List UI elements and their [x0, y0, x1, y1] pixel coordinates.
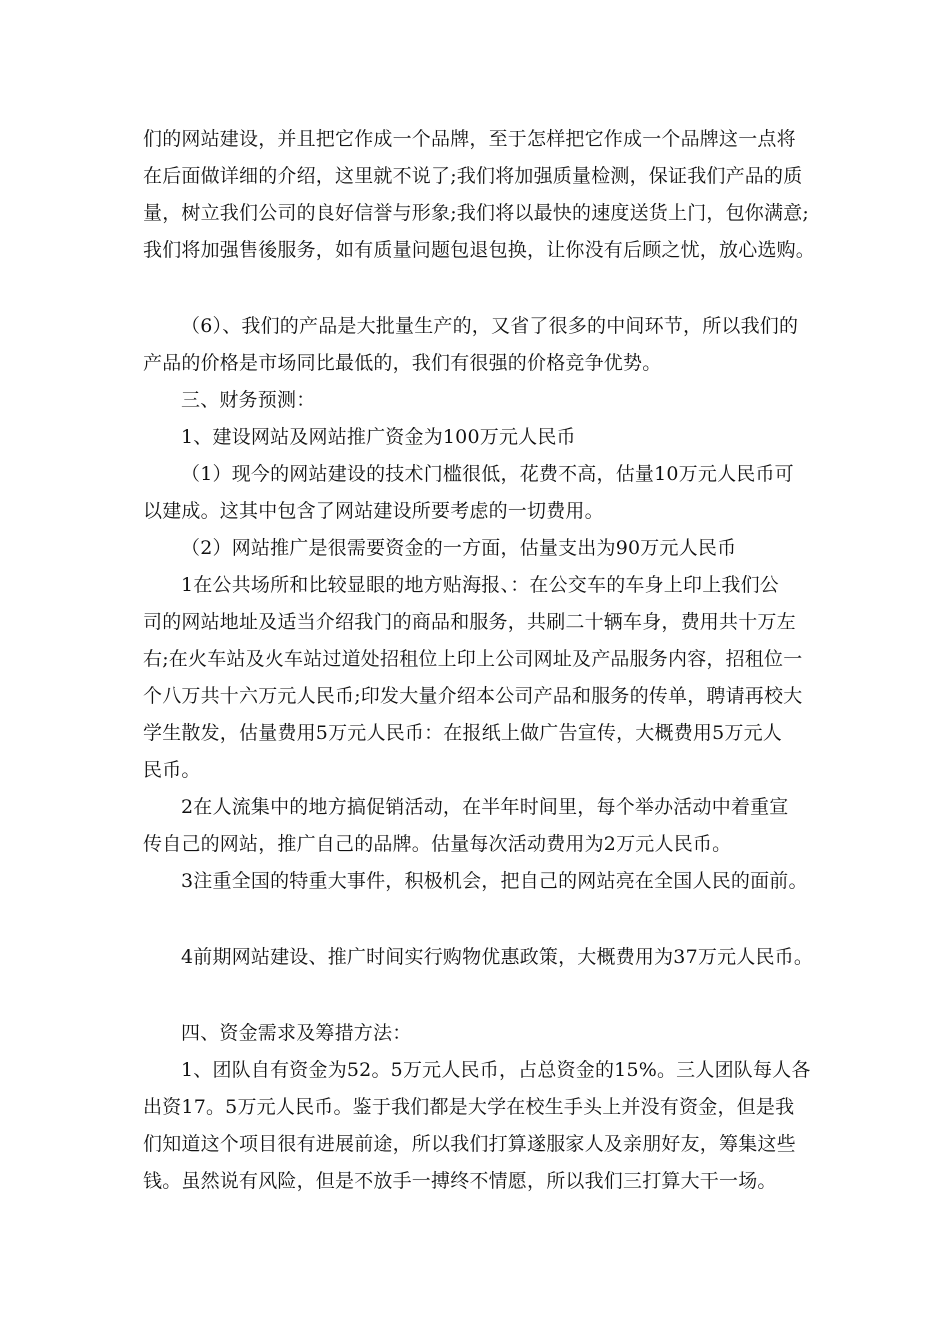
text-line: （2）网站推广是很需要资金的一方面，估量支出为90万元人民币	[181, 537, 737, 559]
section-heading: 四、资金需求及筹措方法：	[181, 1022, 412, 1044]
text-line: 在后面做详细的介绍，这里就不说了;我们将加强质量检测，保证我们产品的质	[143, 165, 803, 187]
text-line: （6）、我们的产品是大批量生产的，又省了很多的中间环节，所以我们的	[181, 315, 799, 337]
text-line: 司的网站地址及适当介绍我门的商品和服务，共刷二十辆车身，费用共十万左	[143, 611, 796, 633]
text-line: 产品的价格是市场同比最低的，我们有很强的价格竞争优势。	[143, 352, 662, 374]
text-line: （1）现今的网站建设的技术门槛很低，花费不高，估量10万元人民币可	[181, 463, 794, 485]
text-line: 传自己的网站，推广自己的品牌。估量每次活动费用为2万元人民币。	[143, 833, 732, 855]
text-line: 民币。	[143, 759, 201, 781]
text-line: 2在人流集中的地方搞促销活动，在半年时间里，每个举办活动中着重宣	[181, 796, 789, 818]
text-line: 1、团队自有资金为52。5万元人民币，占总资金的15%。三人团队每人各	[181, 1059, 811, 1081]
text-line: 量，树立我们公司的良好信誉与形象;我们将以最快的速度送货上门，包你满意;	[143, 202, 810, 224]
text-line: 右;在火车站及火车站过道处招租位上印上公司网址及产品服务内容，招租位一	[143, 648, 803, 670]
text-line: 钱。虽然说有风险，但是不放手一搏终不情愿，所以我们三打算大干一场。	[143, 1170, 777, 1192]
text-line: 4前期网站建设、推广时间实行购物优惠政策，大概费用为37万元人民币。	[181, 946, 814, 968]
text-line: 个八万共十六万元人民币;印发大量介绍本公司产品和服务的传单，聘请再校大	[143, 685, 803, 707]
section-heading: 三、财务预测：	[181, 389, 316, 411]
text-line: 学生散发，估量费用5万元人民币：在报纸上做广告宣传，大概费用5万元人	[143, 722, 782, 744]
text-line: 3注重全国的特重大事件，积极机会，把自己的网站亮在全国人民的面前。	[181, 870, 808, 892]
text-line: 1、建设网站及网站推广资金为100万元人民币	[181, 426, 576, 448]
text-line: 们的网站建设，并且把它作成一个品牌，至于怎样把它作成一个品牌这一点将	[143, 128, 796, 150]
text-line: 以建成。这其中包含了网站建设所要考虑的一切费用。	[143, 500, 604, 522]
text-line: 们知道这个项目很有进展前途，所以我们打算遂服家人及亲朋好友，筹集这些	[143, 1133, 796, 1155]
text-line: 1在公共场所和比较显眼的地方贴海报、：在公交车的车身上印上我们公	[181, 574, 779, 596]
text-line: 我们将加强售後服务，如有质量问题包退包换，让你没有后顾之忧，放心选购。	[143, 239, 816, 261]
text-line: 出资17。5万元人民币。鉴于我们都是大学在校生手头上并没有资金，但是我	[143, 1096, 795, 1118]
